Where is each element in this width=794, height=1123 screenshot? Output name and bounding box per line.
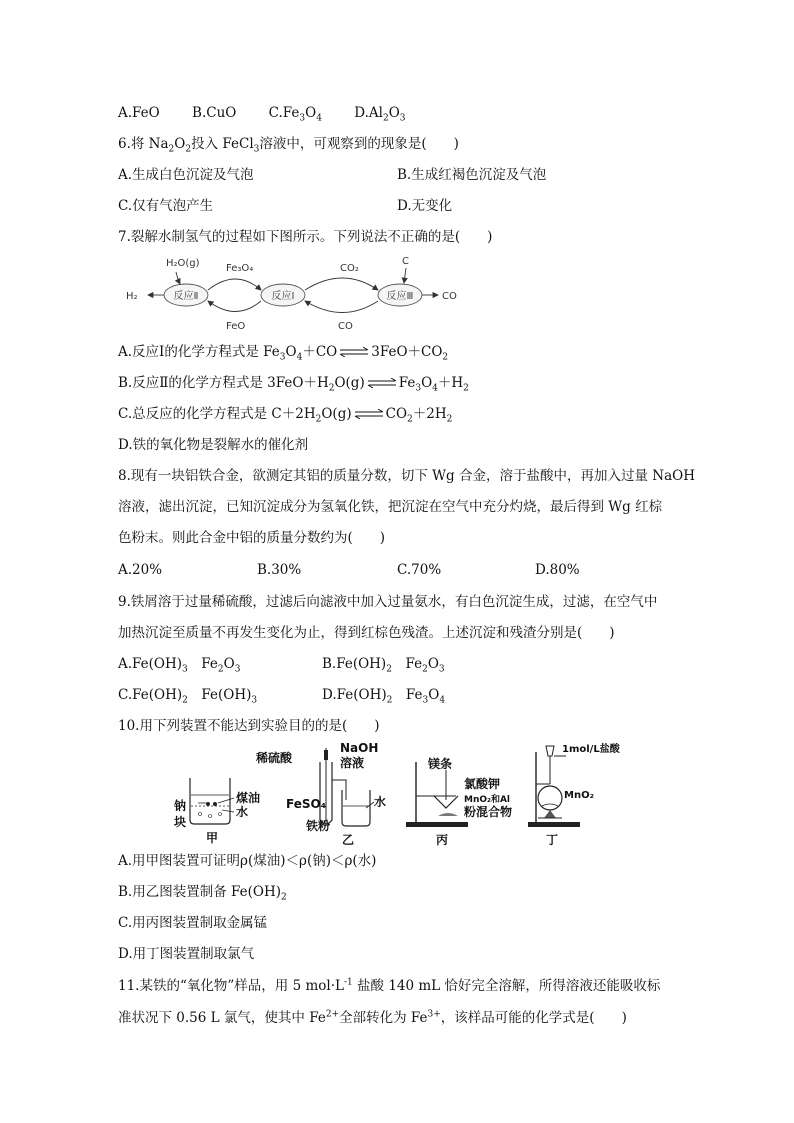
co2-label: CO₂ [340,263,359,274]
ding-caption: 丁 [546,833,559,847]
q7-stem: 7.裂解水制氢气的过程如下图所示。下列说法不正确的是( ) [118,229,493,245]
jia-block-label: 块 [174,815,187,829]
yi-naoh-label: NaOH [340,741,379,755]
apparatus-bing [406,756,512,847]
ding-hcl-label: 1mol/L盐酸 [562,744,620,755]
apparatus-ding [528,742,621,847]
q10-option-a: A.用甲图装置可证明ρ(煤油)＜ρ(钠)＜ρ(水) [118,853,377,869]
q8-stem-line-3: 色粉末。则此合金中铝的质量分数约为( ) [118,530,386,546]
q5-option-a: A.FeO [118,105,160,121]
yi-feso4-label: FeSO₄ [286,797,326,811]
q9-option-a: $A.Fe(OH)_3$ $Fe_2O_3$ [118,656,241,675]
q8-option-a: A.20% [118,562,163,578]
jia-kerosene-label: 煤油 [236,791,261,805]
bing-mix-label-1: MnO₂和Al [464,795,511,805]
equilibrium-arrows-icon [354,406,384,424]
c-label: C [402,256,409,267]
apparatus-jia [174,778,260,845]
h2o-label: H₂O(g) [166,258,200,269]
q9-option-d: $D.Fe(OH)_2$ $Fe_3O_4$ [322,687,446,706]
q8-stem-line-1: 8.现有一块铝铁合金，欲测定其铝的质量分数，切下 Wg 合金，溶于盐酸中，再加入过量 NaOH [118,468,695,484]
q10-apparatus-figure [170,740,630,850]
yi-solution-label: 溶液 [340,756,365,770]
q6-option-a: A.生成白色沉淀及气泡 [118,167,254,183]
q9-stem-line-2: 加热沉淀至质量不再发生变化为止，得到红棕色残渣。上述沉淀和残渣分别是( ) [118,625,615,641]
apparatus-yi [255,741,386,847]
q6-option-c: C.仅有气泡产生 [118,198,214,214]
arc-top-right [305,278,378,290]
bing-mix-label-2: 粉混合物 [464,805,513,819]
q5-option-b: B.CuO [192,105,237,121]
co-label: CO [442,291,457,302]
q5-option-c: $C.Fe_3O_4$ [268,105,322,124]
q7-option-b: B.反应Ⅱ的化学方程式是 $3FeO+H_2O(g)$ $Fe_3O_4+H_2$ [118,375,469,394]
yi-water-label: 水 [374,795,387,809]
q7-reaction-cycle-diagram [118,254,478,336]
h2-label: H₂ [126,291,138,302]
q10-stem: 10.用下列装置不能达到实验目的的是( ) [118,718,380,734]
reaction-1-label: 反应Ⅰ [271,291,295,302]
q9-stem-line-1: 9.铁屑溶于过量稀硫酸，过滤后向滤液中加入过量氨水，有白色沉淀生成，过滤，在空气中 [118,594,658,610]
bing-magnesium-label: 镁条 [428,757,453,771]
equilibrium-arrows-icon [367,375,397,393]
q6-option-d: D.无变化 [397,198,453,214]
c-input-arrow [404,268,406,283]
h2o-input-arrow [176,272,180,284]
arc-bottom-left [208,301,261,312]
q10-option-d: D.用丁图装置制取氯气 [118,946,255,962]
jia-sodium-label: 钠 [174,799,187,813]
jia-caption: 甲 [206,831,219,845]
q5-options [118,104,406,122]
ding-mno2-label: MnO₂ [564,790,594,801]
reaction-3-label: 反应Ⅲ [386,291,414,302]
q10-option-b: B.用乙图装置制备 $Fe(OH)_2$ [118,884,287,903]
q7-option-d: D.铁的氧化物是裂解水的催化剂 [118,437,309,453]
q8-option-b: B.30% [257,562,302,578]
yi-sulfuric-acid-label: 稀硫酸 [256,751,293,765]
q8-stem-line-2: 溶液，滤出沉淀，已知沉淀成分为氢氧化铁，把沉淀在空气中充分灼烧，最后得到 Wg 红棕 [118,499,663,515]
q7-option-a: A.反应Ⅰ的化学方程式是 $Fe_3O_4+CO$ $3FeO+CO_2$ [118,344,449,363]
bing-kclo3-label: 氯酸钾 [464,777,501,791]
q6-option-b: B.生成红褐色沉淀及气泡 [397,167,547,183]
arc-top-left [208,279,261,290]
q11-stem-line-2: 准状况下 0.56 L 氯气，使其中 $Fe^{2+}$全部转化为 $Fe^{3+}$，该样品可能的化学式是( ) [118,1009,627,1026]
q5-option-d: $D.Al_2O_3$ [354,105,406,124]
yi-caption: 乙 [342,833,355,847]
q10-option-c: C.用丙图装置制取金属锰 [118,915,268,931]
equilibrium-arrows-icon [339,344,369,362]
reaction-2-label: 反应Ⅱ [173,291,199,302]
q11-stem-line-1: 11.某铁的“氧化物”样品，用 5 $mol\cdot L^{-1}$ 盐酸 140 mL 恰好完全溶解，所得溶液还能吸收标 [118,977,661,994]
yi-iron-powder-label: 铁粉 [306,819,331,833]
q8-option-d: D.80% [535,562,580,578]
q8-option-c: C.70% [397,562,442,578]
fe3o4-label: Fe₃O₄ [226,263,254,274]
feo-label: FeO [226,321,246,332]
bing-caption: 丙 [436,833,449,847]
jia-water-label: 水 [236,805,249,819]
co-bottom-label: CO [338,321,353,332]
q9-option-b: $B.Fe(OH)_2$ $Fe_2O_3$ [322,656,445,675]
q6-stem: 6.将 $Na_2O_2$投入 FeCl$_3$溶液中，可观察到的现象是( ) [118,136,459,155]
q9-option-c: $C.Fe(OH)_2$ $Fe(OH)_3$ [118,687,258,706]
q7-option-c: C.总反应的化学方程式是 $C+2H_2O(g)$ $CO_2+2H_2$ [118,406,453,425]
arc-bottom-right [305,301,378,313]
